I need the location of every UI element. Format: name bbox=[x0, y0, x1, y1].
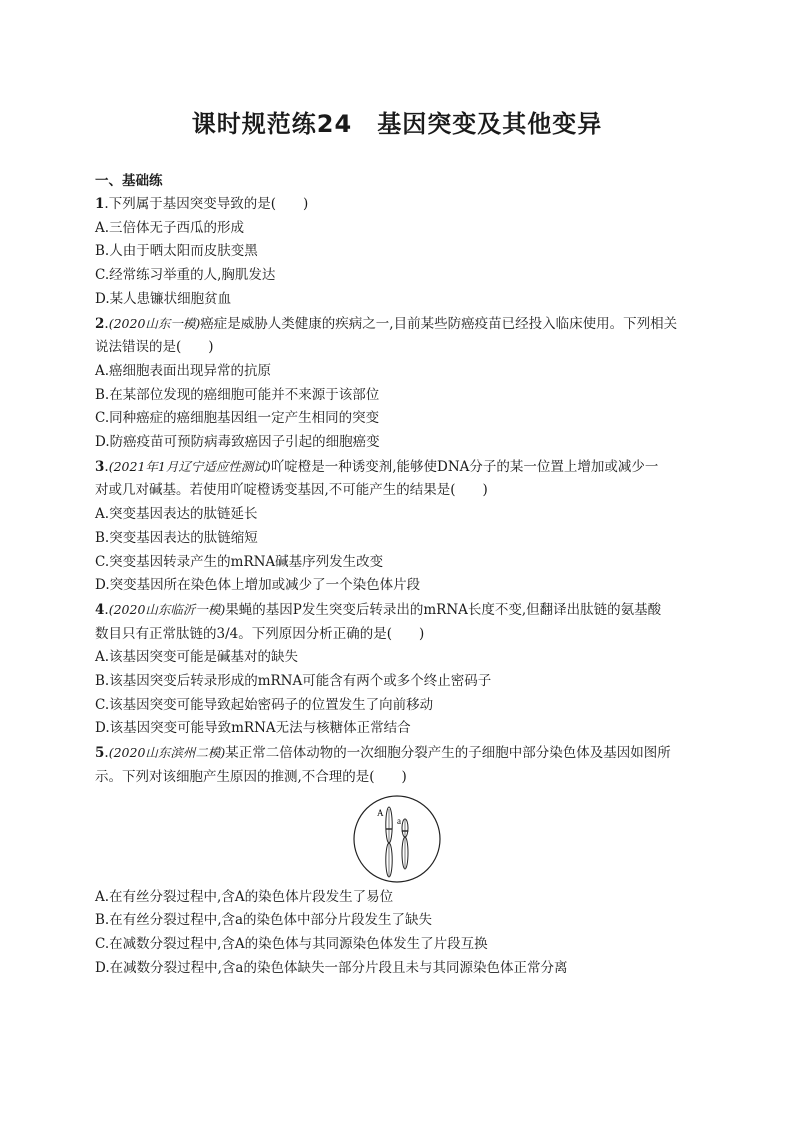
option-a: A.三倍体无子西瓜的形成 bbox=[95, 219, 245, 236]
option-d: D.在减数分裂过程中,含a的染色体缺失一部分片段且未与其同源染色体正常分离 bbox=[95, 959, 568, 976]
question-2 bbox=[95, 312, 699, 455]
question-number: 5 bbox=[95, 745, 105, 762]
chromosome-short bbox=[402, 819, 408, 869]
option-c: C.在减数分裂过程中,含A的染色体与其同源染色体发生了片段互换 bbox=[95, 935, 488, 952]
question-1 bbox=[95, 193, 699, 312]
question-5 bbox=[95, 741, 699, 980]
question-number: 4 bbox=[95, 601, 105, 618]
question-3 bbox=[95, 455, 699, 598]
question-stem-line: 对或几对碱基。若使用吖啶橙诱变基因,不可能产生的结果是( ) bbox=[95, 482, 488, 499]
question-stem-line: 1.下列属于基因突变导致的是( ) bbox=[95, 196, 309, 212]
option-a: A.在有丝分裂过程中,含A的染色体片段发生了易位 bbox=[95, 888, 394, 905]
option-d: D.突变基因所在染色体上增加或减少了一个染色体片段 bbox=[95, 577, 421, 594]
question-source: (2020山东临沂一模) bbox=[108, 601, 226, 617]
question-stem-line: 3.(2021年1月辽宁适应性测试)吖啶橙是一种诱变剂,能够使DNA分子的某一位置上增加或减少一 bbox=[95, 458, 659, 475]
option-b: B.突变基因表达的肽链缩短 bbox=[95, 529, 258, 546]
option-a: A.突变基因表达的肽链延长 bbox=[95, 506, 258, 523]
option-c: C.同种癌症的癌细胞基因组一定产生相同的突变 bbox=[95, 410, 380, 427]
question-4 bbox=[95, 598, 699, 741]
chromosome-long bbox=[386, 807, 393, 877]
question-source: (2020山东一模) bbox=[108, 315, 201, 331]
option-a: A.癌细胞表面出现异常的抗原 bbox=[95, 362, 272, 379]
question-stem-line: 5.(2020山东滨州二模)某正常二倍体动物的一次细胞分裂产生的子细胞中部分染色体及基因如图所 bbox=[95, 745, 671, 762]
question-stem-line: 2.(2020山东一模)癌症是威胁人类健康的疾病之一,目前某些防癌疫苗已经投入临床使用。下列相关 bbox=[95, 315, 678, 332]
gene-label-A: A bbox=[377, 807, 384, 818]
option-c: C.经常练习举重的人,胸肌发达 bbox=[95, 267, 276, 284]
option-c: C.突变基因转录产生的mRNA碱基序列发生改变 bbox=[95, 553, 384, 570]
cell-membrane bbox=[354, 796, 440, 882]
question-stem-line: 示。下列对该细胞产生原因的推测,不合理的是( ) bbox=[95, 768, 407, 785]
option-b: B.在有丝分裂过程中,含a的染色体中部分片段发生了缺失 bbox=[95, 912, 433, 929]
question-number: 2 bbox=[95, 315, 105, 332]
document-body bbox=[95, 170, 699, 980]
option-a: A.该基因突变可能是碱基对的缺失 bbox=[95, 649, 299, 666]
question-number: 3 bbox=[95, 458, 105, 475]
question-source: (2021年1月辽宁适应性测试) bbox=[108, 458, 271, 474]
cell-figure bbox=[95, 794, 699, 884]
option-c: C.该基因突变可能导致起始密码子的位置发生了向前移动 bbox=[95, 696, 434, 713]
question-source: (2020山东滨州二模) bbox=[108, 745, 226, 761]
option-d: D.防癌疫苗可预防病毒致癌因子引起的细胞癌变 bbox=[95, 434, 380, 451]
page-title: 课时规范练24 基因突变及其他变异 bbox=[191, 110, 603, 138]
option-b: B.该基因突变后转录形成的mRNA可能含有两个或多个终止密码子 bbox=[95, 673, 492, 690]
option-d: D.某人患镰状细胞贫血 bbox=[95, 290, 232, 307]
option-d: D.该基因突变可能导致mRNA无法与核糖体正常结合 bbox=[95, 720, 411, 737]
question-number: 1 bbox=[95, 196, 105, 212]
option-b: B.在某部位发现的癌细胞可能并不来源于该部位 bbox=[95, 386, 380, 403]
gene-label-a: a bbox=[397, 815, 401, 826]
question-stem-line: 数目只有正常肽链的3/4。下列原因分析正确的是( ) bbox=[95, 625, 425, 642]
section-heading: 一、基础练 bbox=[95, 173, 163, 189]
cell-chromosome-diagram bbox=[352, 794, 442, 884]
question-stem-line: 说法错误的是( ) bbox=[95, 339, 214, 356]
option-b: B.人由于晒太阳而皮肤变黑 bbox=[95, 243, 258, 260]
question-stem-line: 4.(2020山东临沂一模)果蝇的基因P发生突变后转录出的mRNA长度不变,但翻译出肽链的氨基酸 bbox=[95, 601, 662, 618]
